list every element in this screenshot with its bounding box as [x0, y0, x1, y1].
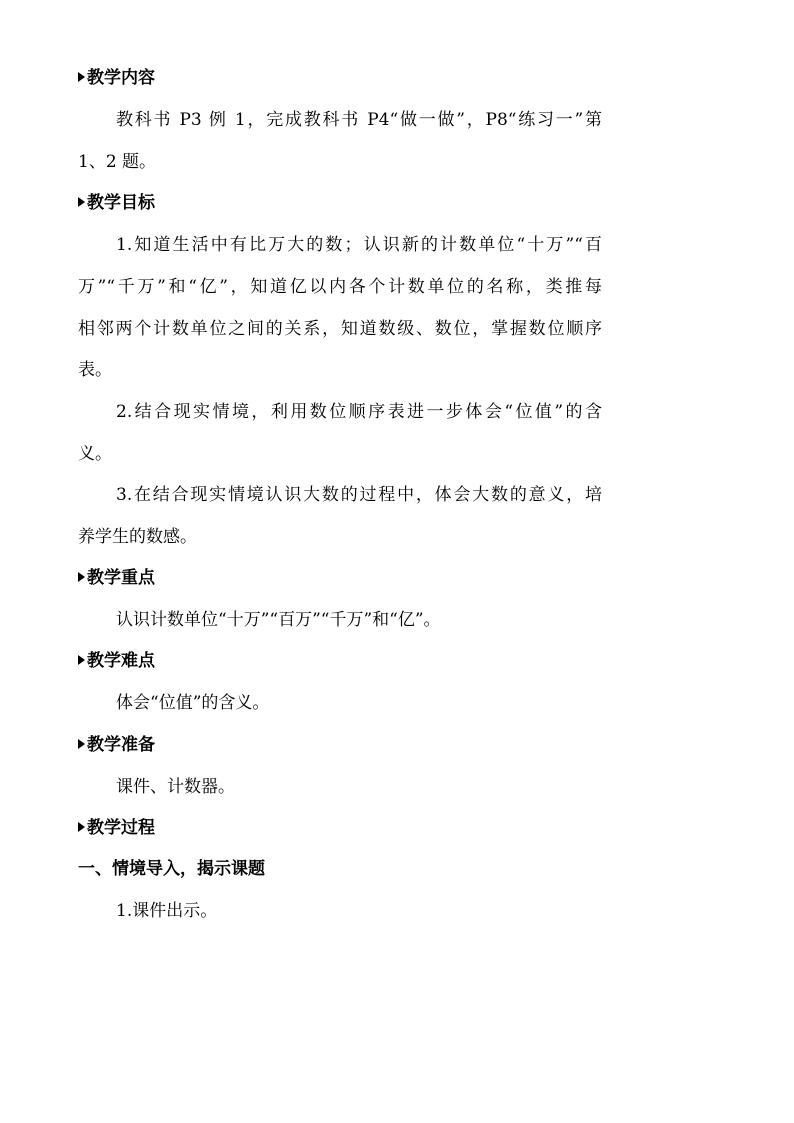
difficulties-text: 体会“位值”的含义。: [116, 693, 270, 713]
goal-1-line-4: 表。: [78, 360, 112, 380]
goal-1-line-3: 相邻两个计数单位之间的关系，知道数级、数位，掌握数位顺序: [78, 319, 602, 339]
process-step-1: 1.课件出示。: [116, 901, 218, 921]
triangle-bullet-icon: [78, 822, 85, 832]
triangle-bullet-icon: [78, 739, 85, 749]
triangle-bullet-icon: [78, 655, 85, 665]
goal-1-line-2: 万”“千万”和“亿”，知道亿以内各个计数单位的名称，类推每: [78, 277, 602, 297]
heading-teaching-content: 教学内容: [78, 67, 378, 89]
heading-difficulties: 教学难点: [78, 650, 378, 672]
goal-3-line-2: 养学生的数感。: [78, 527, 197, 547]
heading-key-points: 教学重点: [78, 567, 378, 589]
heading-teaching-goals: 教学目标: [78, 192, 378, 214]
goal-2-line-2: 义。: [78, 444, 112, 464]
process-part-1-title: 一、情境导入，揭示课题: [78, 859, 265, 879]
goal-1-line-1: 1.知道生活中有比万大的数；认识新的计数单位“十万”“百: [116, 235, 602, 255]
key-points-text: 认识计数单位“十万”“百万”“千万”和“亿”。: [116, 610, 441, 630]
content-line-2: 1、2 题。: [78, 152, 157, 172]
content-line-1: 教科书 P3 例 1，完成教科书 P4“做一做”，P8“练习一”第: [116, 110, 602, 130]
triangle-bullet-icon: [78, 572, 85, 582]
goal-3-line-1: 3.在结合现实情境认识大数的过程中，体会大数的意义，培: [116, 485, 602, 505]
triangle-bullet-icon: [78, 72, 85, 82]
triangle-bullet-icon: [78, 197, 85, 207]
heading-process: 教学过程: [78, 817, 378, 839]
heading-preparation: 教学准备: [78, 734, 378, 756]
preparation-text: 课件、计数器。: [116, 777, 235, 797]
goal-2-line-1: 2.结合现实情境，利用数位顺序表进一步体会“位值”的含: [116, 402, 602, 422]
